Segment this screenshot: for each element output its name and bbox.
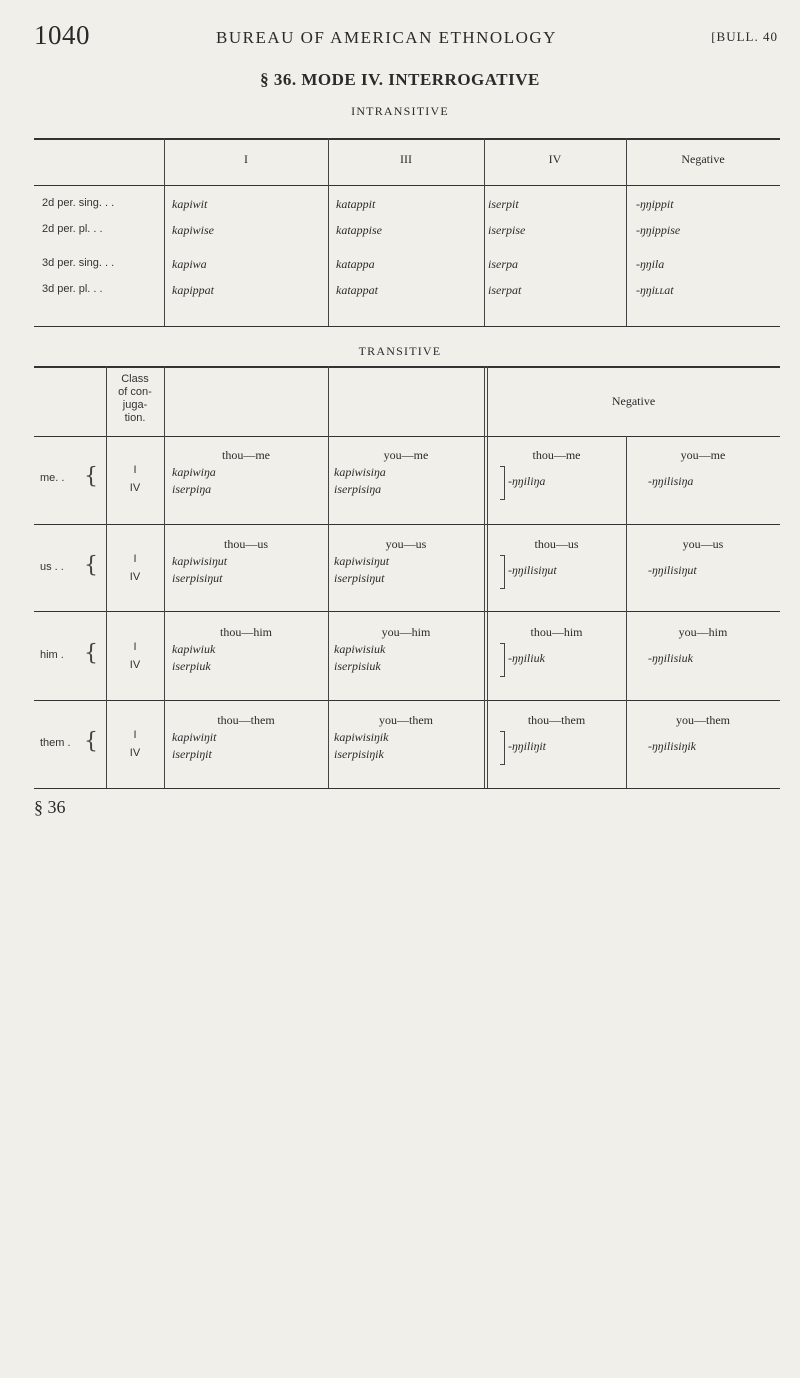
class-header-line: tion. (124, 412, 146, 424)
form-cell: -ŋŋiʟʟat (636, 283, 674, 297)
col-header: III (400, 152, 412, 166)
form-cell: -ŋŋilisiŋa (648, 474, 694, 488)
form-cell: -ŋŋilisiŋut (508, 563, 557, 577)
group-label: us . . (40, 561, 64, 573)
negative-header: Negative (611, 394, 656, 408)
caption: thou—him (530, 625, 583, 639)
form-cell: iserpat (488, 283, 522, 297)
form-cell: -ŋŋiliŋa (508, 474, 546, 488)
form-cell: -ŋŋilisiŋut (648, 563, 697, 577)
class-header-line: juga- (122, 399, 148, 411)
journal-title: BUREAU OF AMERICAN ETHNOLOGY (216, 28, 557, 47)
class-numeral: I (133, 729, 137, 741)
brace: { (84, 641, 98, 666)
brace: { (84, 553, 98, 578)
caption: you—us (385, 537, 427, 551)
brace (500, 731, 505, 765)
caption: you—me (680, 448, 726, 462)
transitive-title: TRANSITIVE (358, 344, 442, 358)
col-header: I (244, 152, 248, 166)
form-cell: kapiwise (172, 223, 214, 237)
brace (500, 643, 505, 677)
form-cell: iserpa (488, 257, 518, 271)
rule (34, 524, 780, 525)
form-cell: -ŋŋiliuk (508, 651, 545, 665)
brace (500, 466, 505, 500)
class-header-line: of con- (118, 386, 152, 398)
caption: thou—me (222, 448, 270, 462)
caption: you—them (676, 713, 730, 727)
row-label: 3d per. pl. . . (42, 283, 103, 295)
row-label: 2d per. sing. . . (42, 197, 115, 209)
rule (34, 700, 780, 701)
rule (34, 436, 780, 437)
form-cell: kapiwiŋit (172, 730, 217, 744)
form-cell: katappise (336, 223, 382, 237)
caption: thou—him (219, 625, 272, 639)
form-cell: -ŋŋiliŋit (508, 739, 547, 753)
form-cell: kapiwiuk (172, 642, 216, 656)
running-header (34, 20, 778, 54)
brace: { (84, 464, 98, 489)
form-cell: kapiwisiŋik (334, 730, 389, 744)
section-title: § 36. MODE IV. INTERROGATIVE (260, 70, 540, 89)
form-cell: katappa (336, 257, 375, 271)
form-cell: kapiwiŋa (172, 465, 216, 479)
caption: you—us (682, 537, 724, 551)
row-label: 3d per. sing. . . (42, 257, 115, 269)
form-cell: -ŋŋippise (636, 223, 681, 237)
form-cell: katappat (336, 283, 378, 297)
rule (34, 366, 780, 368)
form-cell: iserpit (488, 197, 519, 211)
form-cell: iserpisiŋa (334, 482, 382, 496)
class-header (106, 373, 164, 425)
page-number: 1040 (34, 20, 90, 50)
form-cell: iserpisiuk (334, 659, 381, 673)
group-label: him . (40, 649, 64, 661)
col-header: Negative (681, 152, 725, 166)
brace (500, 555, 505, 589)
col-header: IV (548, 152, 562, 166)
form-cell: -ŋŋila (636, 257, 665, 271)
form-cell: kapiwisiuk (334, 642, 386, 656)
class-numeral: I (133, 641, 137, 653)
section-footer: § 36 (34, 797, 66, 817)
caption: you—him (381, 625, 431, 639)
caption: you—me (383, 448, 429, 462)
form-cell: -ŋŋilisiuk (648, 651, 693, 665)
form-cell: iserpise (488, 223, 526, 237)
col-rule (484, 366, 485, 788)
caption: you—them (379, 713, 433, 727)
col-rule (626, 436, 627, 788)
class-header-line: Class (121, 373, 149, 385)
form-cell: iserpisiŋik (334, 747, 384, 761)
group-label: me. . (40, 472, 65, 484)
form-cell: kapippat (172, 283, 214, 297)
form-cell: katappit (336, 197, 376, 211)
form-cell: kapiwit (172, 197, 208, 211)
caption: thou—them (217, 713, 275, 727)
form-cell: kapiwisiŋut (172, 554, 228, 568)
rule (34, 611, 780, 612)
class-numeral: IV (129, 571, 141, 583)
form-cell: -ŋŋippit (636, 197, 674, 211)
rule (34, 326, 780, 327)
rule (34, 138, 780, 140)
class-numeral: IV (129, 659, 141, 671)
form-cell: iserpiŋa (172, 482, 212, 496)
form-cell: iserpiŋit (172, 747, 212, 761)
form-cell: iserpiuk (172, 659, 211, 673)
caption: you—him (678, 625, 728, 639)
rule (34, 788, 780, 789)
caption: thou—them (527, 713, 586, 727)
intransitive-title: INTRANSITIVE (351, 104, 449, 118)
caption: thou—me (532, 448, 581, 462)
form-cell: iserpisiŋut (172, 571, 223, 585)
class-numeral: I (133, 553, 137, 565)
form-cell: kapiwisiŋut (334, 554, 390, 568)
rule (34, 185, 780, 186)
bulletin-number: [BULL. 40 (711, 29, 778, 44)
class-numeral: IV (129, 482, 141, 494)
class-numeral: IV (129, 747, 141, 759)
form-cell: kapiwisiŋa (334, 465, 386, 479)
brace: { (84, 729, 98, 754)
group-label: them . (40, 737, 71, 749)
caption: thou—us (534, 537, 579, 551)
class-numeral: I (133, 464, 137, 476)
caption: thou—us (223, 537, 268, 551)
form-cell: -ŋŋilisiŋik (648, 739, 697, 753)
row-label: 2d per. pl. . . (42, 223, 103, 235)
form-cell: kapiwa (172, 257, 207, 271)
form-cell: iserpisiŋut (334, 571, 385, 585)
